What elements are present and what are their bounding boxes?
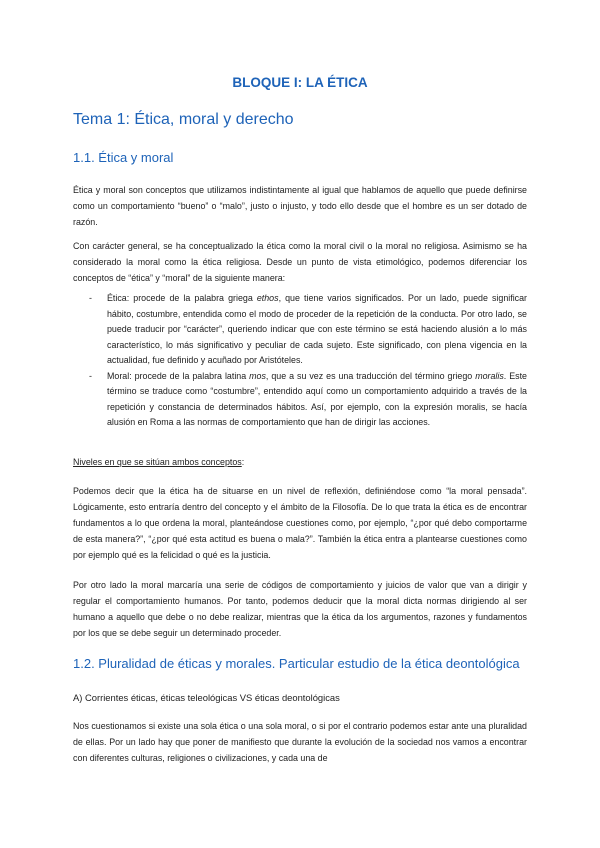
niveles-colon: :	[241, 457, 245, 467]
tema-heading: Tema 1: Ética, moral y derecho	[73, 111, 294, 128]
subheading-corrientes: A) Corrientes éticas, éticas teleológicas VS éticas deontológicas	[73, 692, 340, 703]
list-item-moral	[89, 369, 527, 431]
term-moralis: moralis	[475, 370, 504, 381]
list-text: Ética: procede de la palabra griega	[107, 293, 257, 303]
paragraph-moral: Por otro lado la moral marcaría una serie de códigos de comportamiento y juicios de valor que van a dirigir y regular el comportamiento humanos. Por tanto, podemos deducir que la moral dicta normas dirigiendo al ser humano a aquello que debe o no debe realizar, mientras que la ética da los argumentos, razones y fundamentos por los que se debe seguir un determinado proceder.	[73, 580, 527, 638]
term-ethos: ethos	[256, 293, 279, 303]
document-title: BLOQUE I: LA ÉTICA	[232, 75, 368, 90]
niveles-label: Niveles en que se sitúan ambos conceptos	[73, 457, 242, 467]
list-dash: -	[89, 293, 92, 303]
section-heading-1-1: 1.1. Ética y moral	[73, 150, 174, 165]
list-text: , que tiene varios significados. Por un lado, puede significar hábito, costumbre, entendida como el modo de proceder de la repetición de la conducta. Por otro lado, se puede traducir por “carácter”, queriendo indicar que con este término se está haciendo alusión a lo más característico, lo más significativo y peculiar de cada sujeto. Este significado, con plena vigencia en la actualidad, fue definido y acuñado por Aristóteles.	[107, 293, 527, 365]
list-text: Moral: procede de la palabra latina	[107, 370, 250, 381]
list-dash: -	[89, 370, 92, 381]
section-heading-1-2: 1.2. Pluralidad de éticas y morales. Particular estudio de la ética deontológica	[73, 656, 520, 671]
paragraph-general: Con carácter general, se ha conceptualizado la ética como la moral civil o la moral no religiosa. Asimismo se ha considerado la moral como la ética religiosa. Desde un punto de vista etimológico, podemos diferenciar los conceptos de “ética” y “moral” de la siguiente manera:	[73, 241, 527, 283]
paragraph-niveles: Podemos decir que la ética ha de situarse en un nivel de reflexión, definiéndose como “la moral pensada”. Lógicamente, esto entraría dentro del concepto y el ámbito de la Filosofía. De lo que trata la ética es de encontrar fundamentos a lo que ordena la moral, planteándose cuestiones como, por ejemplo, “¿por qué debo comportarme de esta manera?”, “¿por qué esta actitud es buena o mala?”. También la ética entra a plantearse cuestiones como por ejemplo qué es la felicidad o qué es la justicia.	[73, 486, 527, 560]
definitions-list	[89, 291, 527, 431]
term-mos: mos	[249, 370, 266, 381]
list-text: . Este término se traduce como “costumbre”, entendido aquí como un comportamiento adquirido a través de la repetición y constancia de determinados hábitos. Así, por ejemplo, con la expresión moralis, se hacía alusión en Roma a las normas de comportamiento que han de dirigir las acciones.	[107, 370, 527, 427]
paragraph-intro: Ética y moral son conceptos que utilizamos indistintamente al igual que hablamos de aquello que puede definirse como un comportamiento “bueno” o “malo”, justo o injusto, y todo ello desde que el hombre es un ser dotado de razón.	[73, 185, 527, 227]
list-item-etica	[89, 291, 527, 369]
paragraph-pluralidad: Nos cuestionamos si existe una sola ética o una sola moral, o si por el contrario podemos estar ante una pluralidad de ellas. Por un lado hay que poner de manifiesto que durante la evolución de la sociedad nos vamos a encontrar con diferentes culturas, religiones o civilizaciones, y cada una de	[73, 721, 527, 763]
niveles-heading	[73, 454, 527, 470]
list-text: , que a su vez es una traducción del término griego	[265, 370, 476, 381]
